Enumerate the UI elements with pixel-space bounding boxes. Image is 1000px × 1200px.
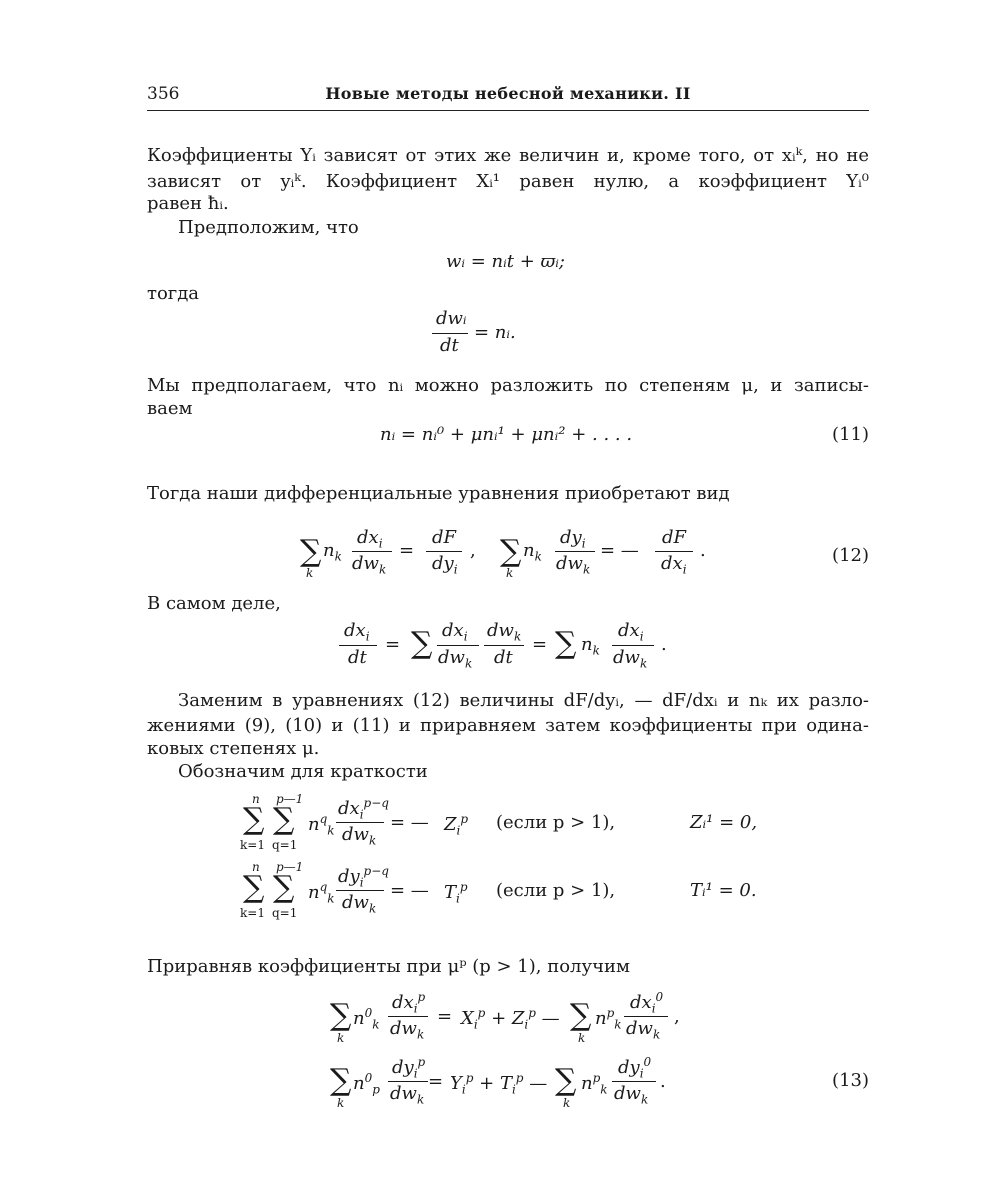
para3-line1: Мы предполагаем, что nᵢ можно разложить по степеням μ, и записы-: [147, 375, 869, 396]
condition-t: (если p > 1),: [496, 880, 616, 901]
para6-line2: жениями (9), (10) и (11) и приравняем затем коэффициенты при одина-: [147, 715, 869, 736]
para-equating: Приравняв коэффициенты при μᵖ (p > 1), получим: [147, 956, 630, 977]
para-indeed: В самом деле,: [147, 593, 281, 614]
para-denote: Обозначим для краткости: [178, 761, 428, 782]
equation-11: nᵢ = nᵢ⁰ + μnᵢ¹ + μnᵢ² + . . . .: [380, 424, 633, 445]
equation-w: wᵢ = nᵢt + ϖᵢ;: [446, 251, 565, 272]
dwdt-rhs: = nᵢ.: [474, 322, 516, 343]
sum-sign: ∑: [500, 534, 522, 569]
para6-line3: ковых степенях μ.: [147, 738, 320, 759]
para1-line3: равен ħᵢ.: [147, 193, 229, 214]
t1-zero: Tᵢ¹ = 0.: [690, 880, 757, 901]
condition-z: (если p > 1),: [496, 812, 616, 833]
dwdt-denominator: dt: [440, 335, 459, 356]
equation-number-12: (12): [832, 545, 869, 566]
page-number: 356: [147, 84, 180, 104]
para1-line2: зависят от yᵢᵏ. Коэффициент Xᵢ¹ равен нулю, а коэффициент Yᵢ⁰: [147, 171, 869, 192]
equation-number-13: (13): [832, 1070, 869, 1091]
word-then: тогда: [147, 283, 200, 304]
para6-line1: Заменим в уравнениях (12) величины dF/dyᵢ, — dF/dxᵢ и nₖ их разло-: [178, 690, 869, 711]
running-header: [147, 84, 869, 111]
equation-number-11: (11): [832, 424, 869, 445]
para1-line1: Коэффициенты Yᵢ зависят от этих же величин и, кроме того, от xᵢᵏ, но не: [147, 145, 869, 166]
dwdt-numerator: dwᵢ: [436, 308, 467, 329]
sum-sign: ∑: [300, 534, 322, 569]
book-page: 356 Новые методы небесной механики. II Коэффициенты Yᵢ зависят от этих же величин и, кроме того, от xᵢᵏ, но не зависят от yᵢᵏ. Коэффициент Xᵢ¹ равен нулю, а коэффициент Yᵢ⁰ равен ħᵢ. Предположим, что wᵢ = nᵢt + ϖᵢ; тогда dwᵢ dt = nᵢ. Мы предполагаем, что nᵢ можно разложить по степеням μ, и записы- ваем nᵢ = nᵢ⁰ + μnᵢ¹ + μnᵢ² + . . . . (11) Тогда наши дифференциальные уравнения приобретают вид ∑ k $n_k$ $dx_i$ $dw_k$ = dF $dy_i$ , ∑ k $n_k$ $dy_i$ $dw_k$ = — dF $dx_i$ . (12) В самом деле, $dx_i$ dt = ∑ $dx_i$ $dw_k$ $dw_k$ dt = ∑ $n_k$ $dx_i$ $dw_k$ . Заменим в уравнениях (12) величины dF/dyᵢ, — dF/dxᵢ и nₖ их разло- жениями (9), (10) и (11) и приравняем затем коэффициенты при одина- ковых степенях μ. Обозначим для краткости n ∑ k=1 p—1 ∑ q=1 $n^q_k$ $dx_i^{p-q}$ $dw_k$ = — $Z_i^p$ (если p > 1), Zᵢ¹ = 0, n ∑ k=1 p—1 ∑ q=1 $n^q_k$ $dy_i^{p-q}$ $dw_k$ = — $T_i^p$ (если p > 1), Tᵢ¹ = 0. Приравняв коэффициенты при μᵖ (p > 1), получим ∑ k $n^0_k$ $dx_i^p$ $dw_k$ = $X_i^p + Z_i^p$ — ∑ k $n^p_k$ $dx_i^0$ $dw_k$ , ∑ k $n^0_p$ $dy_i^p$ $dw_k$ = $Y_i^p + T_i^p$ — ∑ k $n^p_k$ $dy_i^0$ $dw_k$ . (13): [147, 84, 869, 1110]
para3-line2: ваем: [147, 398, 193, 419]
para-suppose: Предположим, что: [178, 217, 359, 238]
z1-zero: Zᵢ¹ = 0,: [690, 812, 758, 833]
running-title: Новые методы небесной механики. II: [325, 84, 691, 103]
para-then-equations: Тогда наши дифференциальные уравнения приобретают вид: [147, 483, 730, 504]
